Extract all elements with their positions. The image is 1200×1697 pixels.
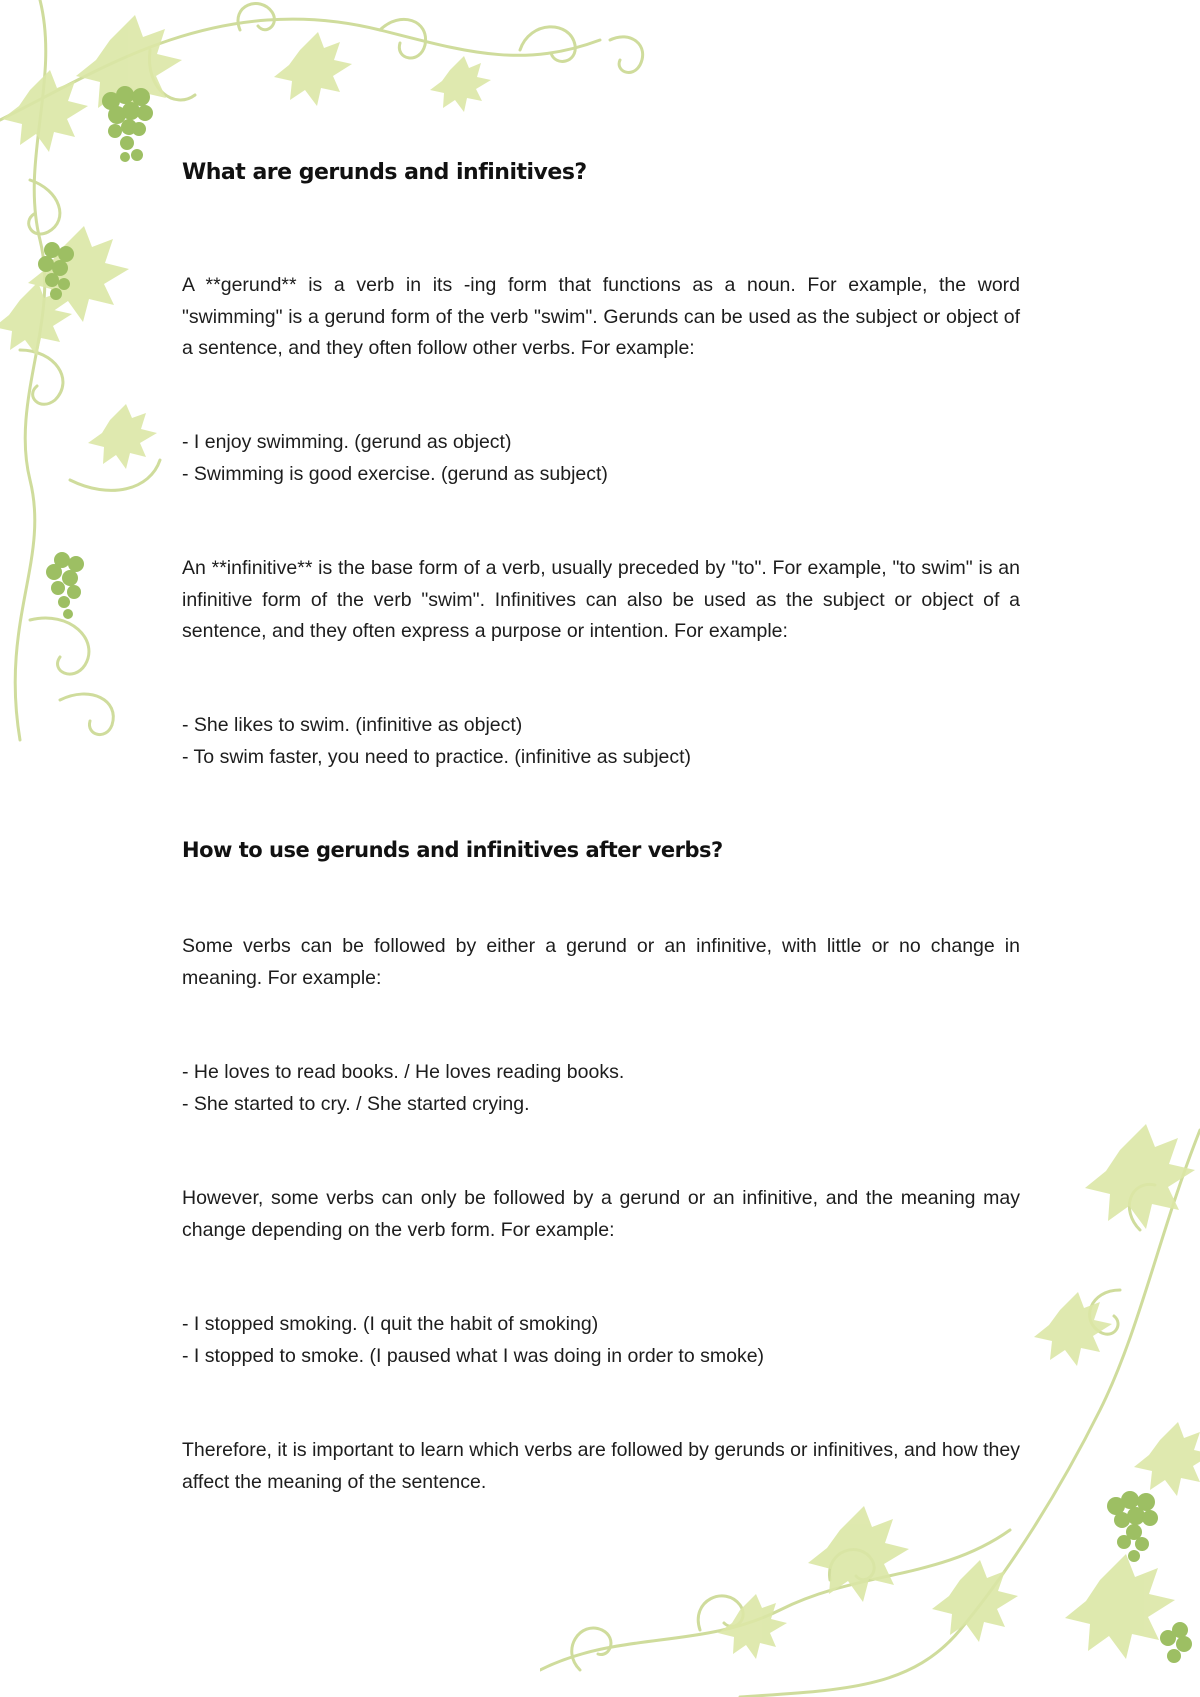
- vine-tendril: [30, 618, 89, 674]
- grape-leaf: [1134, 1422, 1200, 1496]
- vine-tendril: [238, 4, 274, 30]
- grape-leaf: [932, 1560, 1018, 1642]
- grape-leaf: [28, 226, 129, 322]
- grape-leaf: [0, 282, 72, 356]
- grape-leaf: [1085, 1124, 1195, 1229]
- vine-tendril: [830, 1550, 875, 1580]
- list-item: - I enjoy swimming. (gerund as object): [182, 431, 512, 453]
- paragraph-infinitive-definition: An **infinitive** is the base form of a verb, usually preceded by "to". For example, "to swim" is an infinitive form of the verb "swim". Infinitives can also be used as the subject or object of a sentence, and they often express a purpose or intention. For example:: [182, 557, 1020, 642]
- vine-tendril: [29, 180, 60, 234]
- list-item: - Swimming is good exercise. (gerund as subject): [182, 462, 608, 485]
- list-item: - To swim faster, you need to practice. (infinitive as subject): [182, 745, 692, 768]
- vine-tendril: [149, 50, 195, 100]
- infinitive-examples-list: [182, 710, 691, 773]
- vine-tendril: [70, 460, 160, 490]
- grape-cluster: [1107, 1491, 1158, 1562]
- gerund-examples-list: [182, 427, 608, 490]
- list-item: - He loves to read books. / He loves reading books.: [182, 1061, 625, 1083]
- vine-tendril: [380, 19, 426, 58]
- list-item: - She likes to swim. (infinitive as object): [182, 714, 523, 736]
- grape-cluster: [102, 86, 153, 162]
- vine-tendril: [60, 694, 113, 735]
- paragraph-gerund-definition: A **gerund** is a verb in its -ing form that functions as a noun. For example, the word "swimming" is a gerund form of the verb "swim". Gerunds can be used as the subject or object of a sentence, and they often follow other verbs. For example:: [182, 274, 1020, 359]
- heading-what-are-gerunds: What are gerunds and infinitives?: [182, 160, 587, 185]
- grape-leaf: [2, 70, 88, 152]
- grape-cluster: [38, 242, 74, 300]
- grape-leaf: [88, 404, 157, 469]
- grape-leaf: [274, 32, 352, 106]
- grape-leaf: [430, 56, 491, 112]
- grape-leaf: [808, 1506, 909, 1602]
- vine-tendril: [20, 350, 63, 404]
- either-form-examples-list: [182, 1057, 624, 1120]
- vine-tendril: [698, 1596, 743, 1630]
- vine-tendril: [1090, 1290, 1120, 1334]
- grape-leaf: [76, 15, 182, 116]
- list-item: - I stopped to smoke. (I paused what I was doing in order to smoke): [182, 1344, 765, 1367]
- vine-stem: [0, 19, 600, 120]
- vine-tendril: [520, 27, 575, 62]
- paragraph-either-form: Some verbs can be followed by either a gerund or an infinitive, with little or no change in meaning. For example:: [182, 935, 1020, 989]
- vine-tendril: [610, 37, 643, 73]
- grape-leaf: [1065, 1554, 1175, 1659]
- vine-tendril: [1129, 1184, 1155, 1230]
- vine-stem: [540, 1530, 1010, 1670]
- heading-how-to-use: How to use gerunds and infinitives after verbs?: [182, 838, 723, 862]
- grape-leaf: [718, 1594, 787, 1659]
- grape-cluster: [1160, 1622, 1192, 1663]
- list-item: - I stopped smoking. (I quit the habit of smoking): [182, 1313, 599, 1335]
- paragraph-conclusion: Therefore, it is important to learn which verbs are followed by gerunds or infinitives, and how they affect the meaning of the sentence.: [182, 1439, 1020, 1493]
- list-item: - She started to cry. / She started crying.: [182, 1092, 530, 1115]
- grape-cluster: [46, 552, 84, 619]
- vine-tendril: [572, 1628, 611, 1670]
- vine-stem: [15, 0, 46, 740]
- grape-leaf: [1034, 1292, 1112, 1366]
- meaning-change-examples-list: [182, 1309, 764, 1372]
- paragraph-meaning-change: However, some verbs can only be followed by a gerund or an infinitive, and the meaning may change depending on the verb form. For example:: [182, 1187, 1020, 1241]
